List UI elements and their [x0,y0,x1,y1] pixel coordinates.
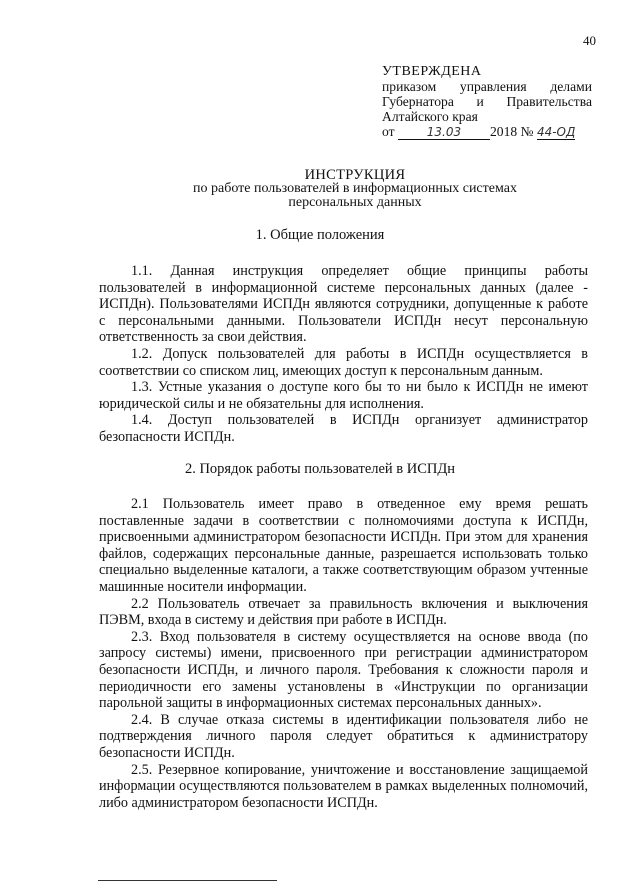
approval-stamp [382,64,592,140]
approval-date-line [382,124,592,140]
title-main: ИНСТРУКЦИЯ [304,167,406,183]
section-1-heading: 1. Общие положения [255,227,385,243]
paragraph-2-4: 2.4. В случае отказа системы в идентификации пользователя либо не подтверждения личного пароля следует обратиться к администратору безопасности ИСПДн. [99,711,588,761]
title-subtitle-2: персональных данных [288,195,422,210]
paragraph-2-1: 2.1 Пользователь имеет право в отведенное ему время решать поставленные задачи в соответствии с полномочиями доступа к ИСПДн, присвоенными администратором безопасности ИСПДн. При этом для хранения файлов, содержащих персональные данные, разрешается использовать только специально выделенные каталоги, а также соответствующим образом учтенные машинные носители информации. [99,496,588,595]
paragraph-1-2: 1.2. Допуск пользователей для работы в ИСПДн осуществляется в соответствии со списком лиц, имеющих доступ к персональным данным. [99,345,588,379]
from-label: от [382,124,395,139]
document-title [150,168,560,210]
approval-line-2: Губернатора и Правительства [382,94,592,109]
approval-line-3: Алтайского края [382,109,478,124]
title-subtitle-1: по работе пользователей в информационных системах [193,181,517,196]
approval-heading: УТВЕРЖДЕНА [382,64,482,79]
date-field [398,125,490,140]
handwritten-order-number: 44-ОД [536,125,576,139]
paragraph-2-2: 2.2 Пользователь отвечает за правильность включения и выключения ПЭВМ, входа в систему и действия при работе в ИСПДн. [99,595,588,629]
approval-line-1: приказом управления делами [382,79,592,94]
footnote-separator [98,880,277,881]
paragraph-2-5: 2.5. Резервное копирование, уничтожение и восстановление защищаемой информации осуществляются пользователем в рамках выделенных полномочий, либо администратором безопасности ИСПДн. [99,761,588,811]
order-number-field [537,125,575,140]
paragraph-2-3: 2.3. Вход пользователя в систему осуществляется на основе ввода (по запросу системы) имени, присвоенного при регистрации администратором безопасности ИСПДн, и личного пароля. Требования к сложности пароля и периодичности его замены установлены в «Инструкции по организации парольной защиты в информационных системах персональных данных». [99,628,588,712]
paragraph-1-3: 1.3. Устные указания о доступе кого бы то ни было к ИСПДн не имеют юридической силы и не обязательны для исполнения. [99,379,588,412]
page-number: 40 [583,33,596,48]
section-2-body [99,496,588,811]
year-number-label: 2018 № [489,124,534,139]
section-2-heading: 2. Порядок работы пользователей в ИСПДн [184,461,456,477]
section-1-body [99,263,588,446]
paragraph-1-1: 1.1. Данная инструкция определяет общие принципы работы пользователей в информационной системе персональных данных (далее - ИСПДн). Пользователями ИСПДн являются сотрудники, допущенные к работе с персональными данными. Пользователи ИСПДн несут персональную ответственность за свои действия. [99,263,588,346]
paragraph-1-4: 1.4. Доступ пользователей в ИСПДн организует администратор безопасности ИСПДн. [99,412,588,445]
handwritten-date: 13.03 [426,125,462,139]
